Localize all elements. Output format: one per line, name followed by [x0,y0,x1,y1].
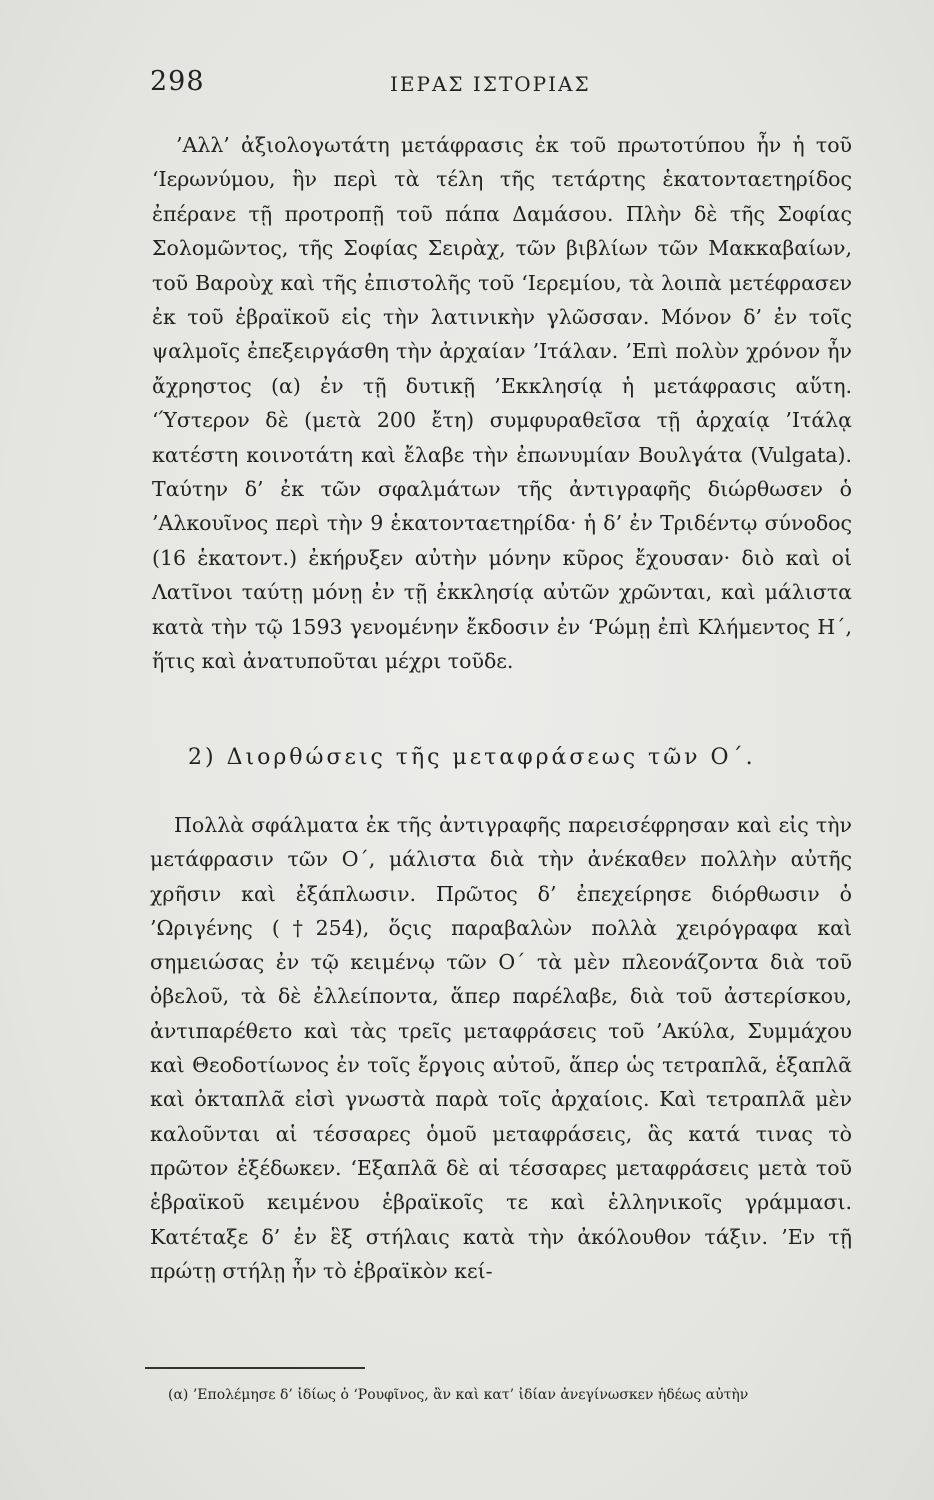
running-head: ΙΕΡΑΣ ΙΣΤΟΡΙΑΣ [390,72,591,96]
section-heading: 2) Διορθώσεις τῆς μεταφράσεως τῶν Ο΄. [188,745,756,770]
main-text-block-1 [152,128,852,679]
paragraph-2: Πολλὰ σφάλματα ἐκ τῆς ἀντιγραφῆς παρεισέφρησαν καὶ εἰς τὴν μετάφρασιν τῶν Ο΄, μάλιστα διὰ τὴν ἀνέκαθεν πολλὴν αὐτῆς χρῆσιν καὶ ἐξάπλωσιν. Πρῶτος δ’ ἐπεχείρησε διόρθωσιν ὁ ’Ωριγένης (†254), ὅςις παραβαλὼν πολλὰ χειρόγραφα καὶ σημειώσας ἐν τῷ κειμένῳ τῶν Ο΄ τὰ μὲν πλεονάζοντα διὰ τοῦ ὀβελοῦ, τὰ δὲ ἐλλείποντα, ἅπερ παρέλαβε, διὰ τοῦ ἀστερίσκου, ἀντιπαρέθετο καὶ τὰς τρεῖς μεταφράσεις τοῦ ’Ακύλα, Συμμάχου καὶ Θεοδοτίωνος ἐν τοῖς ἔργοις αὐτοῦ, ἅπερ ὡς τετραπλᾶ, ἑξαπλᾶ καὶ ὀκταπλᾶ εἰσὶ γνωστὰ παρὰ τοῖς ἀρχαίοις. Καὶ τετραπλᾶ μὲν καλοῦνται αἱ τέσσαρες ὁμοῦ μεταφράσεις, ἃς κατά τινας τὸ πρῶτον ἐξέδωκεν. ‘Εξαπλᾶ δὲ αἱ τέσσαρες μεταφράσεις μετὰ τοῦ ἑβραϊκοῦ κειμένου ἑβραϊκοῖς τε καὶ ἑλληνικοῖς γράμμασι. Κατέταξε δ’ ἐν ἓξ στήλαις κατὰ τὴν ἀκόλουθον τάξιν. ’Εν τῇ πρώτῃ στήλῃ ἦν τὸ ἑβραϊκὸν κεί- [150,813,852,1283]
main-text-block-2 [150,808,852,1288]
footnote: (α) ’Επολέμησε δ’ ἰδίως ὁ ‘Ρουφῖνος, ἂν καὶ κατ’ ἰδίαν ἀνεγίνωσκεν ἡδέως αὐτὴν [168,1387,749,1403]
paragraph-1: ’Αλλ’ ἀξιολογωτάτη μετάφρασις ἐκ τοῦ πρωτοτύπου ἦν ἡ τοῦ ‘Ιερωνύμου, ἣν περὶ τὰ τέλη τῆς τετάρτης ἑκατονταετηρίδος ἐπέρανε τῇ προτροπῇ τοῦ πάπα Δαμάσου. Πλὴν δὲ τῆς Σοφίας Σολομῶντος, τῆς Σοφίας Σειρὰχ, τῶν βιβλίων τῶν Μακκαβαίων, τοῦ Βαροὺχ καὶ τῆς ἐπιστολῆς τοῦ ‘Ιερεμίου, τὰ λοιπὰ μετέφρασεν ἐκ τοῦ ἑβραϊκοῦ εἰς τὴν λατινικὴν γλῶσσαν. Μόνον δ’ ἐν τοῖς ψαλμοῖς ἐπεξειργάσθη τὴν ἀρχαίαν ’Ιτάλαν. ’Επὶ πολὺν χρόνον ἦν ἄχρηστος (α) ἐν τῇ δυτικῇ ’Εκκλησίᾳ ἡ μετάφρασις αὕτη. ‘Ύστερον δὲ (μετὰ 200 ἔτη) συμφυραθεῖσα τῇ ἀρχαίᾳ ’Ιτάλᾳ κατέστη κοινοτάτη καὶ ἔλαβε τὴν ἐπωνυμίαν Βουλγάτα (Vulgata). Ταύτην δ’ ἐκ τῶν σφαλμάτων τῆς ἀντιγραφῆς διώρθωσεν ὁ ’Αλκουῖνος περὶ τὴν 9 ἑκατονταετηρίδα· ἡ δ’ ἐν Τριδέντῳ σύνοδος (16 ἑκατοντ.) ἐκήρυξεν αὐτὴν μόνην κῦρος ἔχουσαν· διὸ καὶ οἱ Λατῖνοι ταύτῃ μόνῃ ἐν τῇ ἐκκλησίᾳ αὐτῶν χρῶνται, καὶ μάλιστα κατὰ τὴν τῷ 1593 γενομένην ἔκδοσιν ἐν ‘Ρώμῃ ἐπὶ Κλήμεντος Η΄, ἥτις καὶ ἀνατυποῦται μέχρι τοῦδε. [152,133,852,674]
page-header [150,66,850,106]
footnote-divider [145,1367,365,1369]
page-number: 298 [150,66,205,97]
